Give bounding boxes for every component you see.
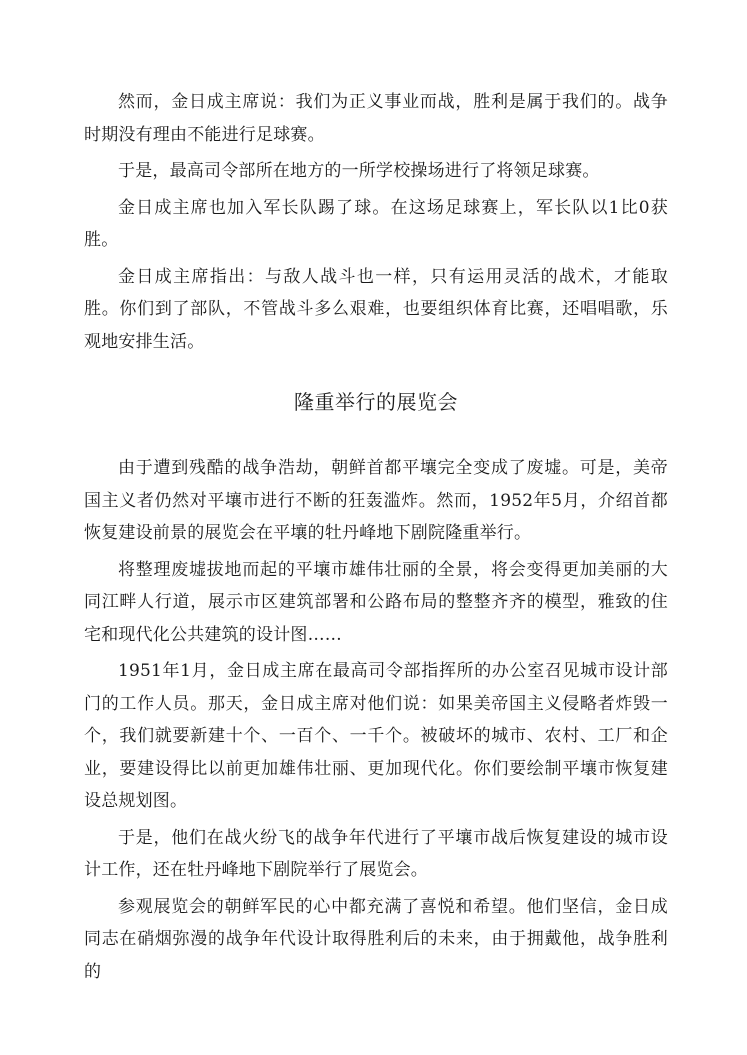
paragraph: 于是，最高司令部所在地方的一所学校操场进行了将领足球赛。 bbox=[118, 161, 600, 181]
paragraph: 金日成主席指出：与敌人战斗也一样，只有运用灵活的战术，才能取胜。你们到了部队，不管战斗多么艰难，也要组织体育比赛，还唱唱歌，乐观地安排生活。 bbox=[84, 266, 668, 352]
section-football-text bbox=[84, 86, 668, 362]
paragraph: 1951年1月，金日成主席在最高司令部指挥所的办公室召见城市设计部门的工作人员。那天，金日成主席对他们说：如果美帝国主义侵略者炸毁一个，我们就要新建十个、一百个、一千个。被破坏的城市、农村、工厂和企业，要建设得比以前更加雄伟壮丽、更加现代化。你们要绘制平壤市恢复建设总规划图。 bbox=[84, 661, 668, 811]
paragraph: 然而，金日成主席说：我们为正义事业而战，胜利是属于我们的。战争时期没有理由不能进行足球赛。 bbox=[84, 92, 668, 145]
paragraph: 由于遭到残酷的战争浩劫，朝鲜首都平壤完全变成了废墟。可是，美帝国主义者仍然对平壤市进行不断的狂轰滥炸。然而，1952年5月，介绍首都恢复建设前景的展览会在平壤的牡丹峰地下剧院隆重举行。 bbox=[84, 458, 668, 543]
paragraph: 参观展览会的朝鲜军民的心中都充满了喜悦和希望。他们坚信，金日成同志在硝烟弥漫的战争年代设计取得胜利后的未来，由于拥戴他，战争胜利的 bbox=[84, 896, 668, 982]
section-exhibition-text bbox=[84, 452, 668, 992]
paragraph: 将整理废墟拔地而起的平壤市雄伟壮丽的全景，将会变得更加美丽的大同江畔人行道，展示市区建筑部署和公路布局的整整齐齐的模型，雅致的住宅和现代化公共建筑的设计图…… bbox=[84, 559, 668, 645]
section-title: 隆重举行的展览会 bbox=[294, 390, 458, 414]
paragraph: 于是，他们在战火纷飞的战争年代进行了平壤市战后恢复建设的城市设计工作，还在牡丹峰地下剧院举行了展览会。 bbox=[84, 827, 668, 880]
paragraph: 金日成主席也加入军长队踢了球。在这场足球赛上，军长队以1比0获胜。 bbox=[84, 197, 668, 250]
